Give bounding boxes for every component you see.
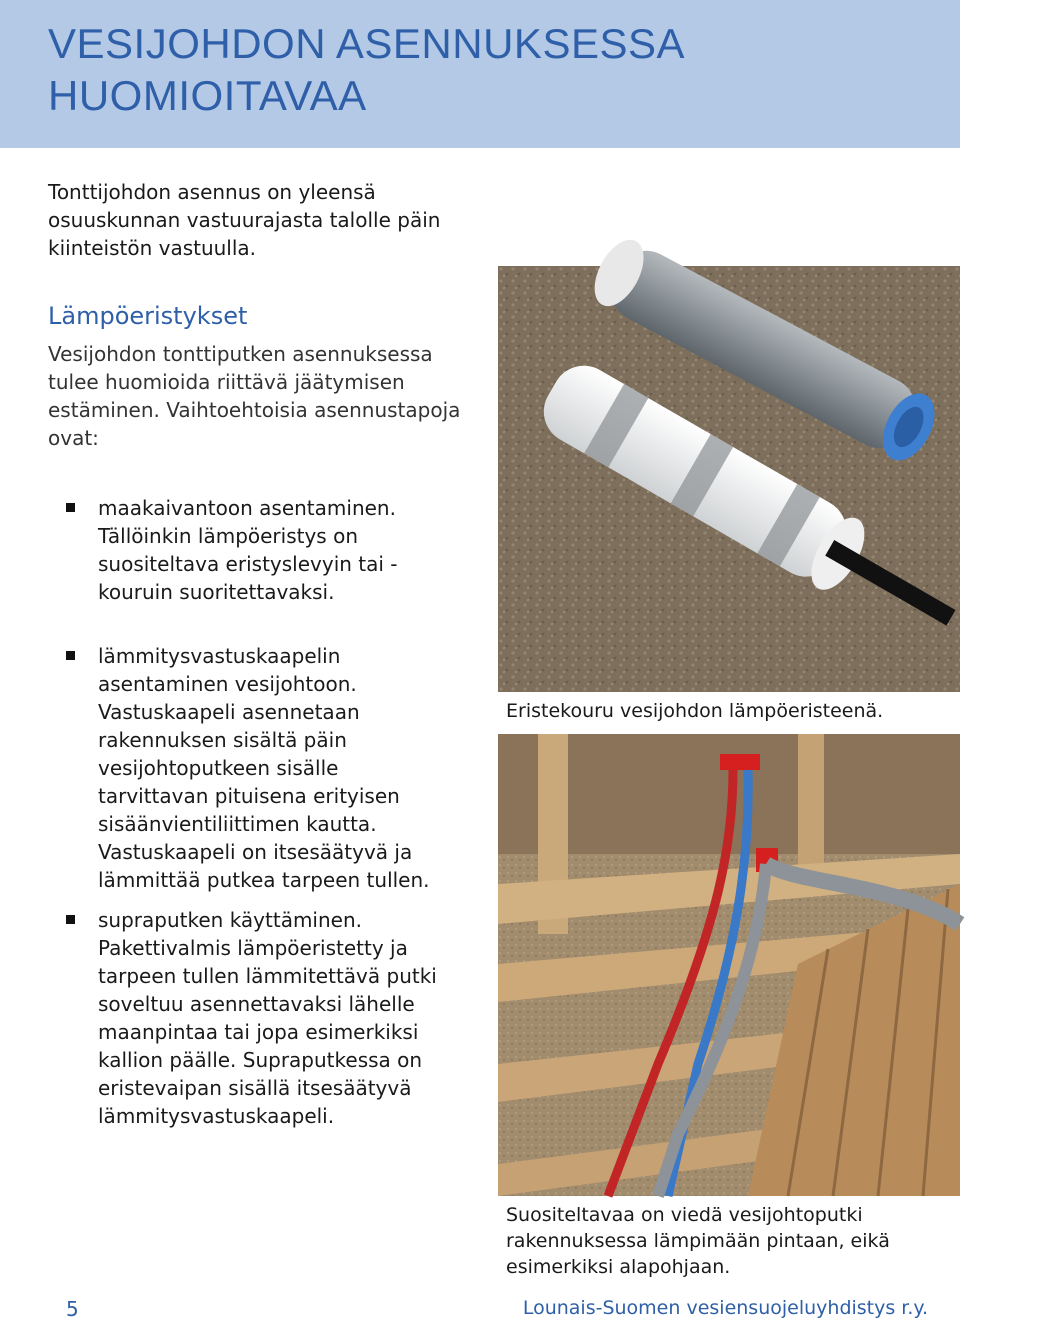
insulation-trough-photo [498, 266, 1050, 692]
section-paragraph: Vesijohdon tonttiputken asennuksessa tulee huomioida riittävä jäätymisen estäminen. Vaihtoehtoisia asennustapoja ovat: [48, 342, 461, 450]
photo2-caption: Suositeltavaa on viedä vesijohtoputki rakennuksessa lämpimään pintaan, eikä esimerkiksi alapohjaan. [506, 1204, 890, 1278]
photo1-caption: Eristekouru vesijohdon lämpöeristeenä. [506, 700, 884, 722]
floor-pipes-illustration [498, 734, 960, 1196]
bullet-text: lämmitysvastuskaapelin asentaminen vesijohtoon. Vastuskaapeli asennetaan rakennuksen sisältä päin vesijohtoputkeen sisälle tarvittavan pituisena erityisen sisäänvientiliittimen kautta. Vastuskaapeli on itsesäätyvä ja lämmittää putkea tarpeen tullen. [98, 644, 430, 892]
page-number: 5 [66, 1297, 79, 1321]
bullet-item [66, 494, 446, 606]
section-heading: Lämpöeristykset [48, 302, 248, 330]
bullet-item [66, 906, 446, 1130]
bullet-text: supraputken käyttäminen. Pakettivalmis lämpöeristetty ja tarpeen tullen lämmitettävä putki soveltuu asennettavaksi lähelle maanpintaa tai jopa esimerkiksi kallion päälle. Supraputkessa on eristevaipan sisällä itsesäätyvä lämmitysvastuskaapeli. [98, 908, 437, 1128]
bullet-marker-icon [66, 651, 75, 660]
floor-pipes-photo [498, 734, 960, 1196]
footer-publisher: Lounais-Suomen vesiensuojeluyhdistys r.y. [522, 1297, 928, 1319]
bullet-marker-icon [66, 915, 75, 924]
insulation-trough-illustration [498, 266, 960, 692]
intro-paragraph: Tonttijohdon asennus on yleensä osuuskunnan vastuurajasta talolle päin kiinteistön vastuulla. [48, 180, 441, 260]
bullet-marker-icon [66, 503, 75, 512]
bullet-item [66, 642, 446, 894]
title-banner [0, 0, 960, 148]
page-title: VESIJOHDON ASENNUKSESSA HUOMIOITAVAA [48, 20, 683, 119]
photo-credit: Kuvat: Raila Väkevä [1006, 544, 1050, 669]
bullet-text: maakaivantoon asentaminen. Tällöinkin lämpöeristys on suositeltava eristyslevyin tai -kouruin suoritettavaksi. [98, 496, 398, 604]
